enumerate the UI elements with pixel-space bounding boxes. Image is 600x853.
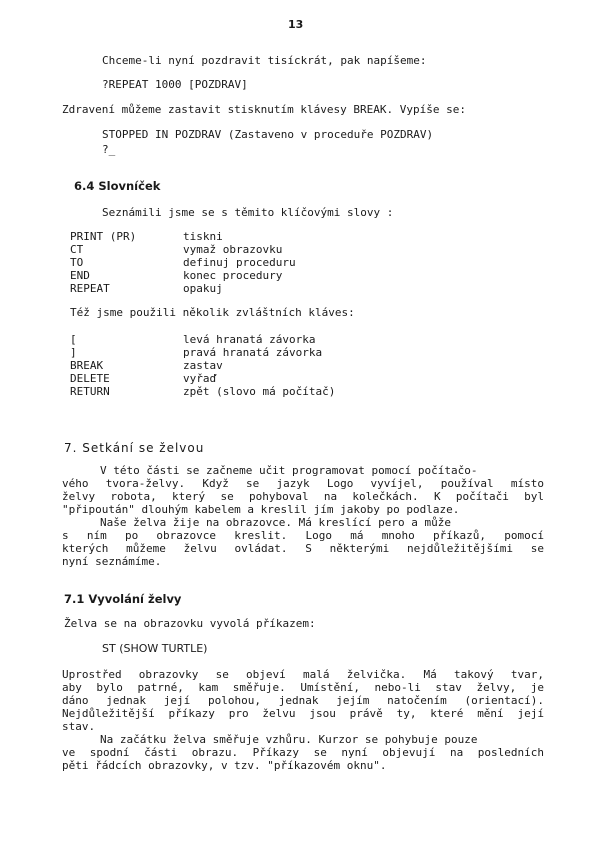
- paragraph-line: s ním po obrazovce kreslit. Logo má mnoho příkazů, pomocí: [62, 529, 544, 542]
- section-7-1-title: 7.1 Vyvolání želvy: [64, 592, 182, 606]
- intro-line-1: Chceme-li nyní pozdravit tisíckrát, pak napíšeme:: [102, 54, 427, 67]
- key-desc: zastav: [183, 359, 223, 372]
- key-desc: pravá hranatá závorka: [183, 346, 323, 359]
- paragraph-line: Uprostřed obrazovky se objeví malá želvička. Má takový tvar,: [62, 668, 544, 681]
- intro-code-stopped: STOPPED IN POZDRAV (Zastaveno v proceduře POZDRAV): [102, 128, 434, 141]
- paragraph-line: Naše želva žije na obrazovce. Má kreslící pero a může: [100, 516, 451, 529]
- key-cmd: [: [70, 333, 77, 346]
- paragraph-line: V této části se začneme učit programovat pomocí počítačo-: [100, 464, 478, 477]
- intro-line-2: Zdravení můžeme zastavit stisknutím klávesy BREAK. Vypíše se:: [62, 103, 466, 116]
- keyword-cmd: TO: [70, 256, 84, 269]
- paragraph-line: "připoután" dlouhým kabelem a kreslil jím jakoby po podlaze.: [62, 503, 460, 516]
- key-cmd: BREAK: [70, 359, 104, 372]
- section-7-1-code: ST (SHOW TURTLE): [102, 642, 208, 655]
- paragraph-line: Na začátku želva směřuje vzhůru. Kurzor se pohybuje pouze: [100, 733, 478, 746]
- paragraph-line: želvy robota, který se pohyboval na kolečkách. K počítači byl: [62, 490, 544, 503]
- paragraph-line: Nejdůležitější příkazy pro želvu jsou právě ty, které mění její: [62, 707, 544, 720]
- key-cmd: DELETE: [70, 372, 110, 385]
- section-7-1-lead: Želva se na obrazovku vyvolá příkazem:: [64, 617, 316, 630]
- section-6-4-title: 6.4 Slovníček: [74, 179, 161, 193]
- intro-code-repeat: ?REPEAT 1000 [POZDRAV]: [102, 78, 248, 91]
- key-desc: vyřaď: [183, 372, 217, 385]
- keyword-desc: tiskni: [183, 230, 223, 243]
- page-number: 13: [288, 18, 304, 31]
- section-7-title: 7. Setkání se želvou: [64, 441, 205, 455]
- paragraph-line: aby bylo patrné, kam směřuje. Umístění, nebo-li stav želvy, je: [62, 681, 544, 694]
- keyword-desc: konec procedury: [183, 269, 283, 282]
- keyword-cmd: END: [70, 269, 90, 282]
- keyword-desc: vymaž obrazovku: [183, 243, 283, 256]
- key-desc: levá hranatá závorka: [183, 333, 316, 346]
- paragraph-line: kterých můžeme želvu ovládat. S některými nejdůležitějšími se: [62, 542, 544, 555]
- paragraph-line: ve spodní části obrazu. Příkazy se nyní objevují na posledních: [62, 746, 544, 759]
- keyword-cmd: PRINT (PR): [70, 230, 137, 243]
- section-6-4-lead-2: Též jsme použili několik zvláštních kláves:: [70, 306, 355, 319]
- keyword-cmd: REPEAT: [70, 282, 110, 295]
- paragraph-line: dáno jednak její polohou, jednak jejím natočením (orientací).: [62, 694, 544, 707]
- key-cmd: RETURN: [70, 385, 110, 398]
- paragraph-line: vého tvora-želvy. Když se jazyk Logo vyvíjel, používal místo: [62, 477, 544, 490]
- key-desc: zpět (slovo má počítač): [183, 385, 336, 398]
- paragraph-line: stav.: [62, 720, 96, 733]
- keyword-cmd: CT: [70, 243, 84, 256]
- key-cmd: ]: [70, 346, 77, 359]
- paragraph-line: nyní seznámíme.: [62, 555, 162, 568]
- paragraph-line: pěti řádcích obrazovky, v tzv. "příkazovém oknu".: [62, 759, 387, 772]
- section-6-4-lead: Seznámili jsme se s těmito klíčovými slovy :: [102, 206, 394, 219]
- intro-code-prompt: ?_: [102, 143, 116, 156]
- keyword-desc: opakuj: [183, 282, 223, 295]
- keyword-desc: definuj proceduru: [183, 256, 296, 269]
